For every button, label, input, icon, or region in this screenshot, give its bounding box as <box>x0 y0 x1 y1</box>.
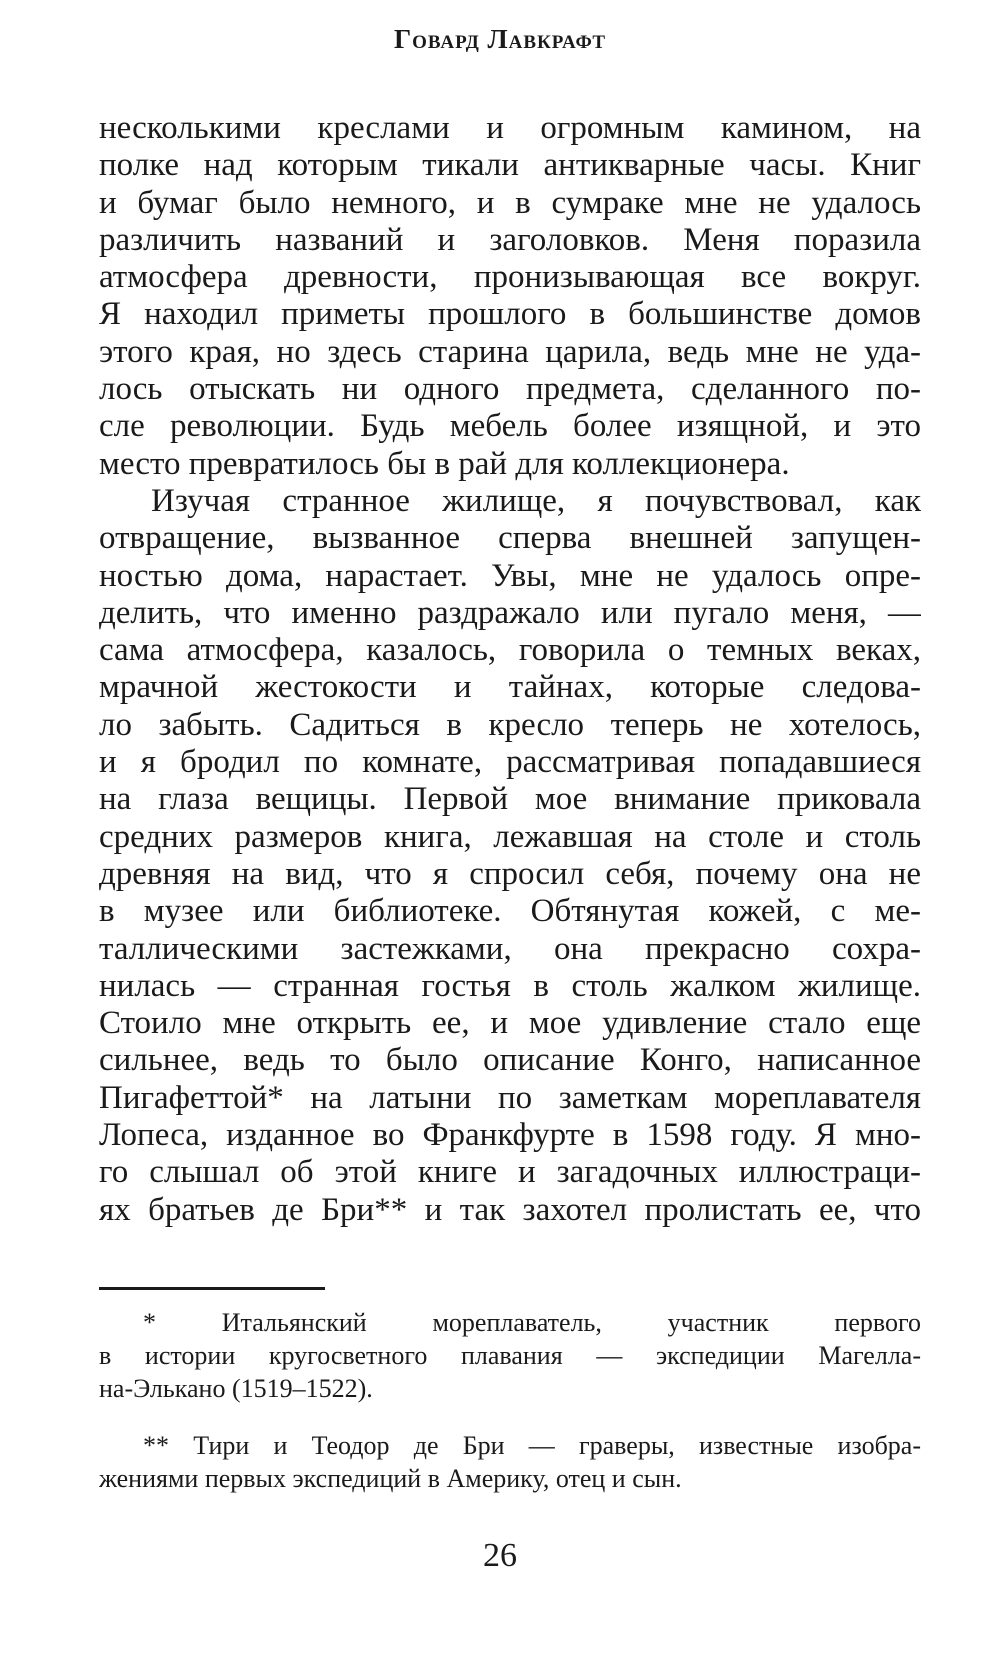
text-line: ностью дома, нарастает. Увы, мне не удалось опре- <box>99 557 921 594</box>
text-line: Стоило мне открыть ее, и мое удивление стало еще <box>99 1005 921 1042</box>
text-line: средних размеров книга, лежавшая на столе и столь <box>99 818 921 855</box>
text-line: таллическими застежками, она прекрасно сохра- <box>99 930 921 967</box>
footnote <box>99 1429 921 1495</box>
text-line: делить, что именно раздражало или пугало меня, — <box>99 594 921 631</box>
footnote-line: в истории кругосветного плавания — экспедиции Магелла- <box>99 1341 921 1370</box>
text-line: различить названий и заголовков. Меня поразила <box>99 221 921 258</box>
text-line: атмосфера древности, пронизывающая все вокруг. <box>99 259 921 296</box>
text-line: несколькими креслами и огромным камином, на <box>99 110 921 146</box>
footnotes <box>99 1306 921 1495</box>
text-line: мрачной жестокости и тайнах, которые следова- <box>99 669 921 706</box>
text-line: сле революции. Будь мебель более изящной, и это <box>99 408 921 445</box>
text-line: этого края, но здесь старина царила, ведь мне не уда- <box>99 333 921 370</box>
text-line: сильнее, ведь то было описание Конго, написанное <box>99 1042 921 1079</box>
footnote <box>99 1306 921 1405</box>
text-line: в музее или библиотеке. Обтянутая кожей, с ме- <box>99 893 921 930</box>
text-line: и я бродил по комнате, рассматривая попадавшиеся <box>99 744 921 781</box>
text-line: сама атмосфера, казалось, говорила о темных веках, <box>99 632 921 669</box>
footnote-line: ** Тири и Теодор де Бри — граверы, известные изобра- <box>143 1431 921 1460</box>
text-line: Я находил приметы прошлого в большинстве домов <box>99 296 921 333</box>
page-number: 26 <box>483 1537 517 1574</box>
text-line: полке над которым тикали антикварные часы. Книг <box>99 147 921 184</box>
text-line: Пигафеттой* на латыни по заметкам мореплавателя <box>99 1079 921 1116</box>
text-line: на глаза вещицы. Первой мое внимание приковала <box>99 781 921 818</box>
text-line: ях братьев де Бри** и так захотел пролистать ее, что <box>99 1191 921 1228</box>
footnote-rule <box>99 1287 325 1290</box>
text-line: Лопеса, изданное во Франкфурте в 1598 году. Я мно- <box>99 1117 921 1154</box>
text-line: древняя на вид, что я спросил себя, почему она не <box>99 855 921 892</box>
text-line: ло забыть. Садиться в кресло теперь не хотелось, <box>99 706 921 743</box>
text-line: место превратилось бы в рай для коллекционера. <box>99 445 790 482</box>
text-line: лось отыскать ни одного предмета, сделанного по- <box>99 371 921 408</box>
text-line: и бумаг было немного, и в сумраке мне не удалось <box>99 184 921 221</box>
text-line: отвращение, вызванное сперва внешней запущен- <box>99 520 921 557</box>
footnote-gap <box>99 1405 921 1429</box>
running-head: Говард Лавкрафт <box>393 24 607 54</box>
text-line: нилась — странная гостья в столь жалком жилище. <box>99 967 921 1004</box>
footnote-line: жениями первых экспедиций в Америку, отец и сын. <box>99 1464 682 1493</box>
footnote-line: * Итальянский мореплаватель, участник первого <box>143 1308 921 1337</box>
text-line: го слышал об этой книге и загадочных иллюстраци- <box>99 1154 921 1191</box>
main-text <box>99 110 921 1229</box>
footnote-line: на-Элькано (1519–1522). <box>99 1374 373 1403</box>
text-line: Изучая странное жилище, я почувствовал, как <box>151 482 921 519</box>
